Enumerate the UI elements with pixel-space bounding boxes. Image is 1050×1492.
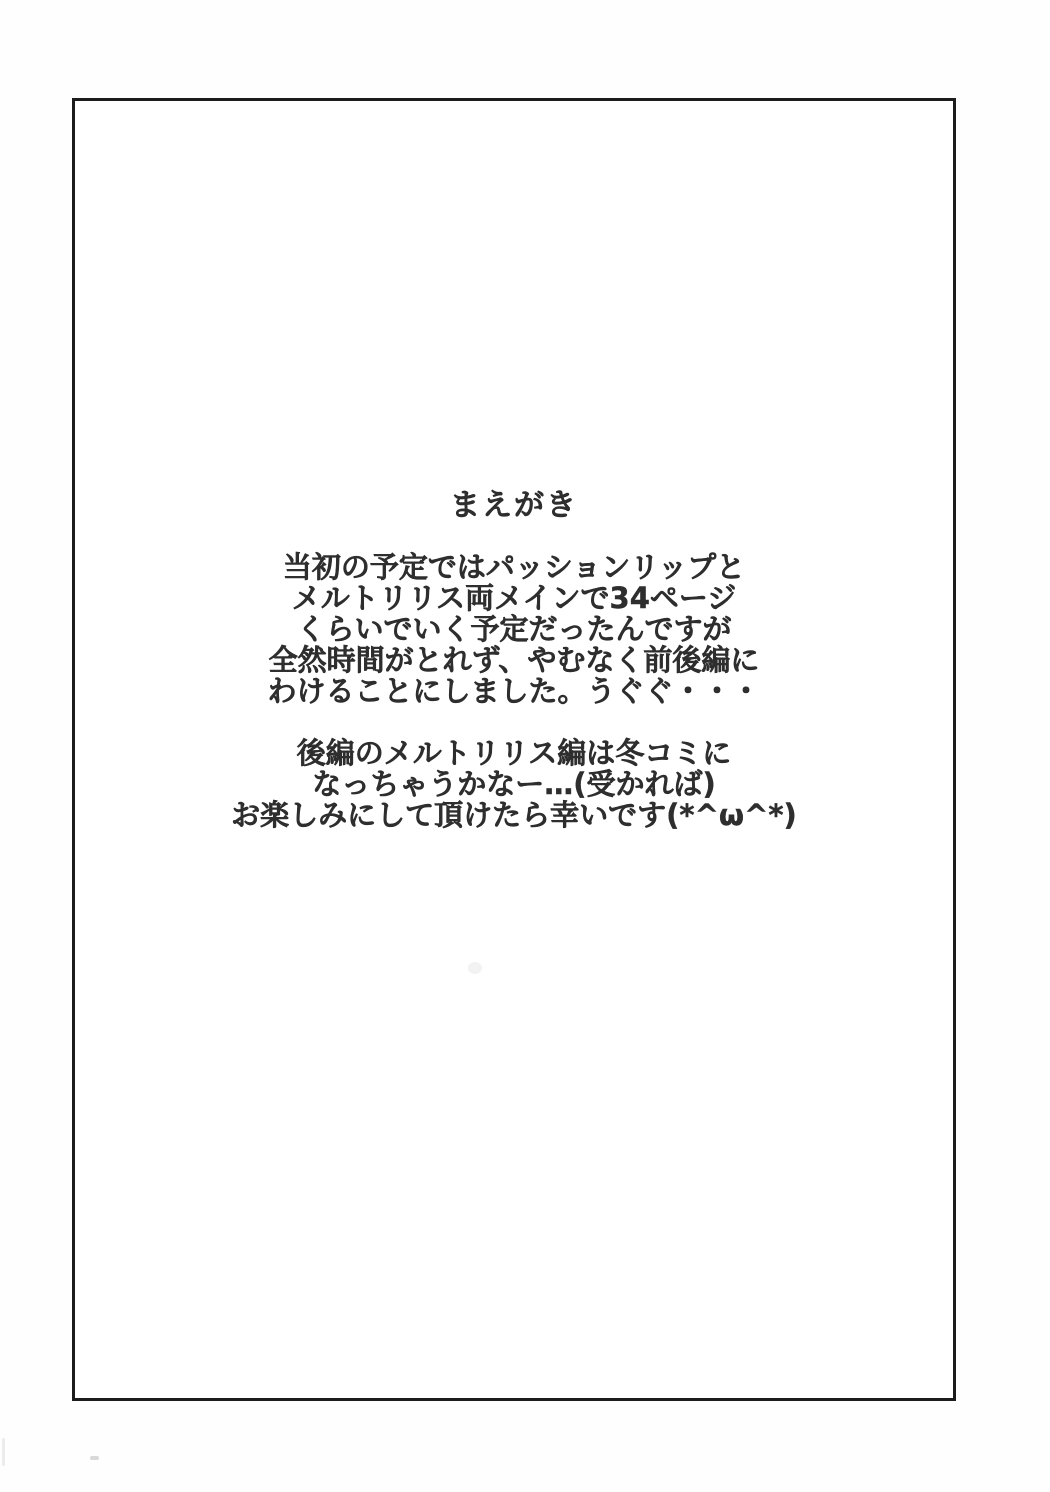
foreword-text-block bbox=[72, 490, 956, 831]
foreword-line-1: 当初の予定ではパッションリップと bbox=[282, 550, 746, 584]
foreword-line-2: メルトリリス両メインで34ページ bbox=[291, 581, 737, 615]
paragraph-gap bbox=[72, 707, 956, 738]
foreword-line-5: わけることにしました。うぐぐ・・・ bbox=[267, 674, 761, 708]
foreword-line-7: なっちゃうかなー…(受かれば) bbox=[312, 767, 716, 801]
foreword-line-6: 後編のメルトリリス編は冬コミに bbox=[296, 736, 732, 770]
scan-artifact-smudge bbox=[468, 962, 482, 974]
scan-artifact-mark bbox=[90, 1456, 99, 1460]
foreword-line-8: お楽しみにして頂けたら幸いです(*^ω^*) bbox=[231, 798, 797, 832]
foreword-line-4: 全然時間がとれず、やむなく前後編に bbox=[268, 643, 760, 677]
foreword-title: まえがき bbox=[450, 488, 578, 523]
foreword-line-3: くらいでいく予定だったんですが bbox=[296, 612, 732, 646]
scan-artifact-edge bbox=[2, 1438, 5, 1466]
